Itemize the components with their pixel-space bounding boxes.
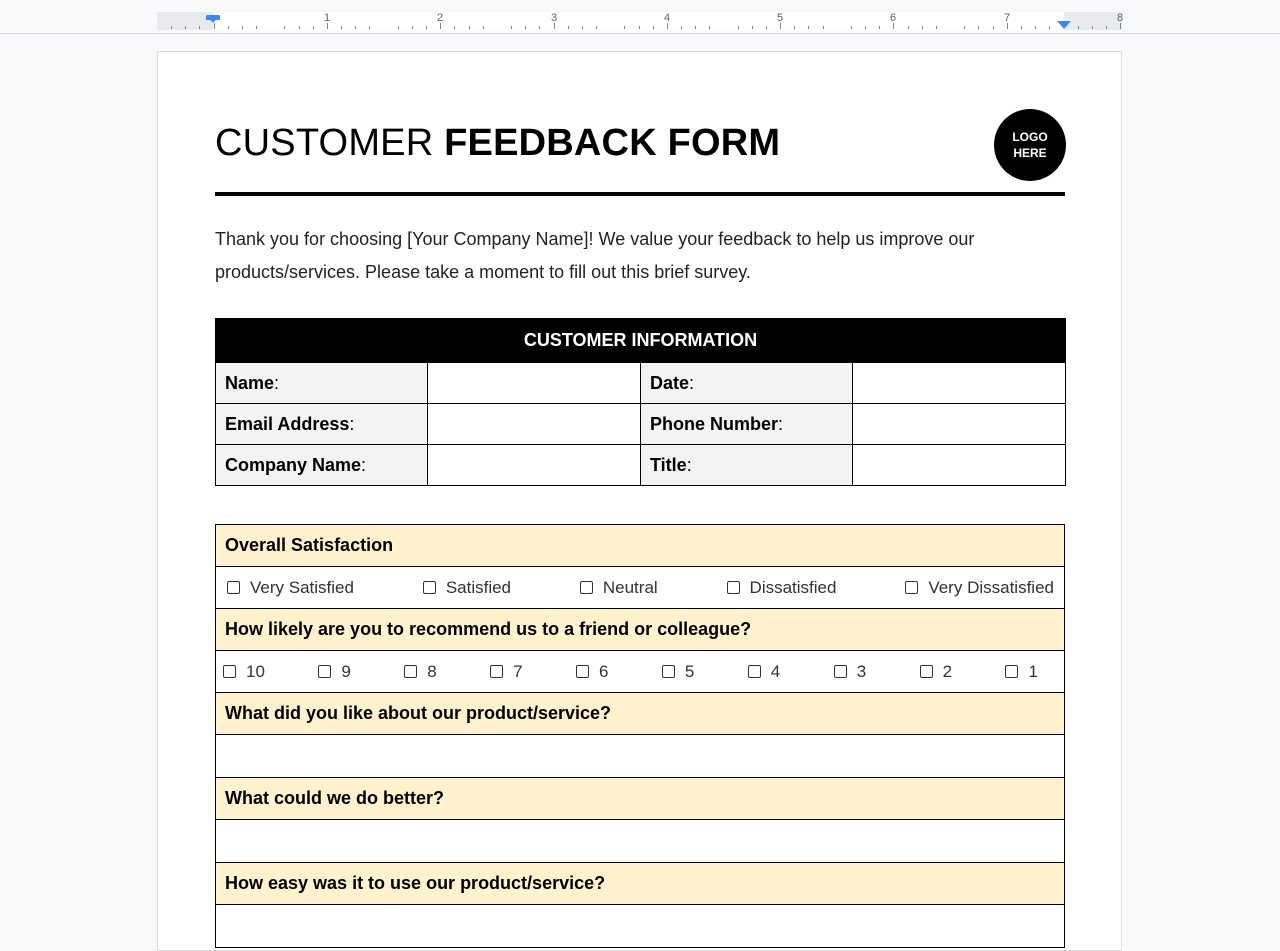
label-colon: : (686, 454, 692, 475)
ruler-tick (695, 26, 696, 29)
option-5[interactable] (662, 662, 694, 682)
checkbox-icon[interactable] (748, 665, 761, 678)
form-title (215, 122, 780, 165)
ruler-tick (808, 26, 809, 29)
option-label: 6 (599, 661, 609, 681)
ruler-tick (299, 26, 300, 29)
table-row (216, 820, 1065, 863)
ruler-tick (228, 26, 229, 29)
company-label-text: Company Name (225, 454, 362, 475)
table-row (216, 735, 1065, 778)
intro-paragraph: Thank you for choosing [Your Company Name]! We value your feedback to help us improve our products/services. Please take a moment to fill out this brief survey. (215, 229, 975, 282)
ruler-number: 5 (776, 12, 784, 24)
table-row (216, 651, 1065, 693)
title-bold: FEEDBACK FORM (444, 122, 781, 164)
table-row (216, 778, 1065, 820)
table-row (216, 404, 1066, 445)
answer-improve-field[interactable] (216, 820, 1065, 863)
option-label: 5 (684, 661, 695, 681)
option-8[interactable] (404, 662, 436, 682)
ruler-tick (185, 26, 186, 29)
label-colon: : (349, 413, 355, 434)
ruler-number: 4 (663, 12, 671, 24)
email-label (216, 404, 428, 445)
satisfaction-options (216, 578, 1064, 598)
checkbox-icon[interactable] (490, 665, 503, 678)
phone-label (641, 404, 853, 445)
ruler-tick (412, 26, 413, 29)
title-field[interactable] (853, 445, 1066, 486)
option-label: 1 (1028, 661, 1038, 681)
ruler-tick (1035, 26, 1036, 29)
ruler-tick (766, 26, 767, 29)
option-neutral[interactable] (580, 578, 658, 598)
ruler-tick (511, 26, 512, 29)
ruler-tick (355, 26, 356, 29)
question-ease-of-use: How easy was it to use our product/service? (216, 863, 1065, 905)
option-label: 2 (942, 661, 953, 681)
ruler-tick (1078, 26, 1079, 29)
ruler-tick (341, 26, 342, 29)
ruler-tick (454, 26, 455, 29)
ruler-tick (313, 26, 314, 29)
ruler (0, 0, 1280, 34)
feedback-table (215, 524, 1065, 948)
customer-info-heading: CUSTOMER INFORMATION (216, 319, 1066, 363)
ruler-tick (539, 26, 540, 29)
ruler-tick (922, 26, 923, 29)
checkbox-icon[interactable] (227, 581, 240, 594)
ruler-tick (214, 23, 215, 29)
email-label-text: Email Address (225, 413, 350, 434)
table-row (216, 609, 1065, 651)
email-field[interactable] (428, 404, 641, 445)
company-label (216, 445, 428, 486)
name-label (216, 363, 428, 404)
option-label: Satisfied (445, 577, 512, 597)
option-9[interactable] (318, 662, 350, 682)
checkbox-icon[interactable] (834, 665, 847, 678)
option-7[interactable] (490, 662, 522, 682)
table-row (216, 693, 1065, 735)
ruler-tick (1021, 26, 1022, 29)
ruler-tick (738, 26, 739, 29)
ruler-number: 3 (550, 12, 558, 24)
title-divider (215, 192, 1065, 196)
option-label: Neutral (602, 577, 658, 597)
ruler-tick (199, 26, 200, 29)
date-field[interactable] (853, 363, 1066, 404)
ruler-number: 6 (889, 12, 897, 24)
option-label: 8 (427, 661, 437, 681)
checkbox-icon[interactable] (1005, 665, 1018, 678)
checkbox-icon[interactable] (905, 581, 918, 594)
option-very-satisfied[interactable] (227, 578, 354, 598)
ruler-tick (624, 26, 625, 29)
ruler-tick (653, 26, 654, 29)
checkbox-icon[interactable] (920, 665, 933, 678)
document-page[interactable] (157, 51, 1122, 951)
ruler-number: 8 (1116, 12, 1124, 24)
ruler-tick (993, 26, 994, 29)
label-colon: : (689, 372, 695, 393)
ruler-tick (936, 26, 937, 29)
option-label: 10 (246, 661, 265, 681)
ruler-tick (879, 26, 880, 29)
ruler-tick (794, 26, 795, 29)
phone-label-text: Phone Number (650, 413, 779, 434)
question-overall-satisfaction: Overall Satisfaction (216, 525, 1065, 567)
option-label: Dissatisfied (749, 577, 837, 597)
ruler-tick (284, 26, 285, 29)
table-row (216, 905, 1065, 948)
option-satisfied[interactable] (423, 578, 511, 598)
option-1[interactable] (1005, 662, 1037, 682)
table-row (216, 567, 1065, 609)
ruler-tick (369, 26, 370, 29)
checkbox-icon[interactable] (223, 665, 236, 678)
ruler-tick (426, 26, 427, 29)
ruler-tick (525, 26, 526, 29)
ruler-tick (582, 26, 583, 29)
option-label: Very Satisfied (250, 577, 354, 597)
ruler-number: 2 (436, 12, 444, 24)
ruler-tick (964, 26, 965, 29)
ruler-tick (483, 26, 484, 29)
ruler-tick (469, 26, 470, 29)
checkbox-icon[interactable] (423, 581, 436, 594)
ruler-tick (978, 26, 979, 29)
ruler-tick (865, 26, 866, 29)
option-label: Very Dissatisfied (928, 577, 1054, 597)
ruler-tick (639, 26, 640, 29)
label-colon: : (778, 413, 784, 434)
title-label (641, 445, 853, 486)
date-label-text: Date (650, 372, 690, 393)
option-label: 9 (341, 661, 351, 681)
recommend-options (216, 662, 1064, 682)
checkbox-icon[interactable] (318, 665, 331, 678)
answer-liked-field[interactable] (216, 735, 1065, 778)
ruler-number: 7 (1003, 12, 1011, 24)
ruler-tick (752, 26, 753, 29)
phone-field[interactable] (853, 404, 1066, 445)
logo-text-line1: LOGO (1012, 130, 1048, 144)
ruler-tick (681, 26, 682, 29)
right-indent-handle[interactable] (1057, 21, 1071, 29)
answer-ease-field[interactable] (216, 905, 1065, 948)
ruler-tick (1092, 26, 1093, 29)
ruler-right-margin (1064, 12, 1122, 30)
table-row (216, 863, 1065, 905)
satisfaction-options-cell (216, 567, 1065, 609)
checkbox-icon[interactable] (576, 665, 589, 678)
option-dissatisfied[interactable] (727, 578, 837, 598)
title-light: CUSTOMER (215, 122, 434, 164)
logo-placeholder (994, 109, 1066, 181)
ruler-number: 1 (323, 12, 331, 24)
question-liked: What did you like about our product/service? (216, 693, 1065, 735)
ruler-tick (568, 26, 569, 29)
option-4[interactable] (748, 662, 780, 682)
option-10[interactable] (223, 662, 265, 682)
ruler-tick (823, 26, 824, 29)
ruler-tick (596, 26, 597, 29)
ruler-tick (908, 26, 909, 29)
question-improve: What could we do better? (216, 778, 1065, 820)
ruler-tick (851, 26, 852, 29)
checkbox-icon[interactable] (404, 665, 417, 678)
checkbox-icon[interactable] (727, 581, 740, 594)
table-row (216, 525, 1065, 567)
ruler-tick (709, 26, 710, 29)
ruler-tick (398, 26, 399, 29)
label-colon: : (361, 454, 367, 475)
title-label-text: Title (650, 454, 687, 475)
ruler-tick (1106, 26, 1107, 29)
option-label: 3 (856, 661, 867, 681)
left-indent-handle[interactable] (206, 15, 220, 23)
name-label-text: Name (225, 372, 275, 393)
checkbox-icon[interactable] (580, 581, 593, 594)
name-field[interactable] (428, 363, 641, 404)
checkbox-icon[interactable] (662, 665, 675, 678)
option-label: 7 (513, 661, 523, 681)
customer-info-table (215, 318, 1066, 486)
option-3[interactable] (834, 662, 866, 682)
ruler-tick (256, 26, 257, 29)
ruler-tick (242, 26, 243, 29)
logo-text-line2: HERE (1013, 146, 1047, 160)
question-recommend: How likely are you to recommend us to a friend or colleague? (216, 609, 1065, 651)
ruler-tick (1049, 26, 1050, 29)
table-row (216, 363, 1066, 404)
option-6[interactable] (576, 662, 608, 682)
option-2[interactable] (920, 662, 952, 682)
date-label (641, 363, 853, 404)
option-label: 4 (770, 661, 781, 681)
ruler-tick (171, 26, 172, 29)
recommend-options-cell (216, 651, 1065, 693)
option-very-dissatisfied[interactable] (905, 578, 1054, 598)
label-colon: : (274, 372, 280, 393)
table-row (216, 445, 1066, 486)
company-field[interactable] (428, 445, 641, 486)
